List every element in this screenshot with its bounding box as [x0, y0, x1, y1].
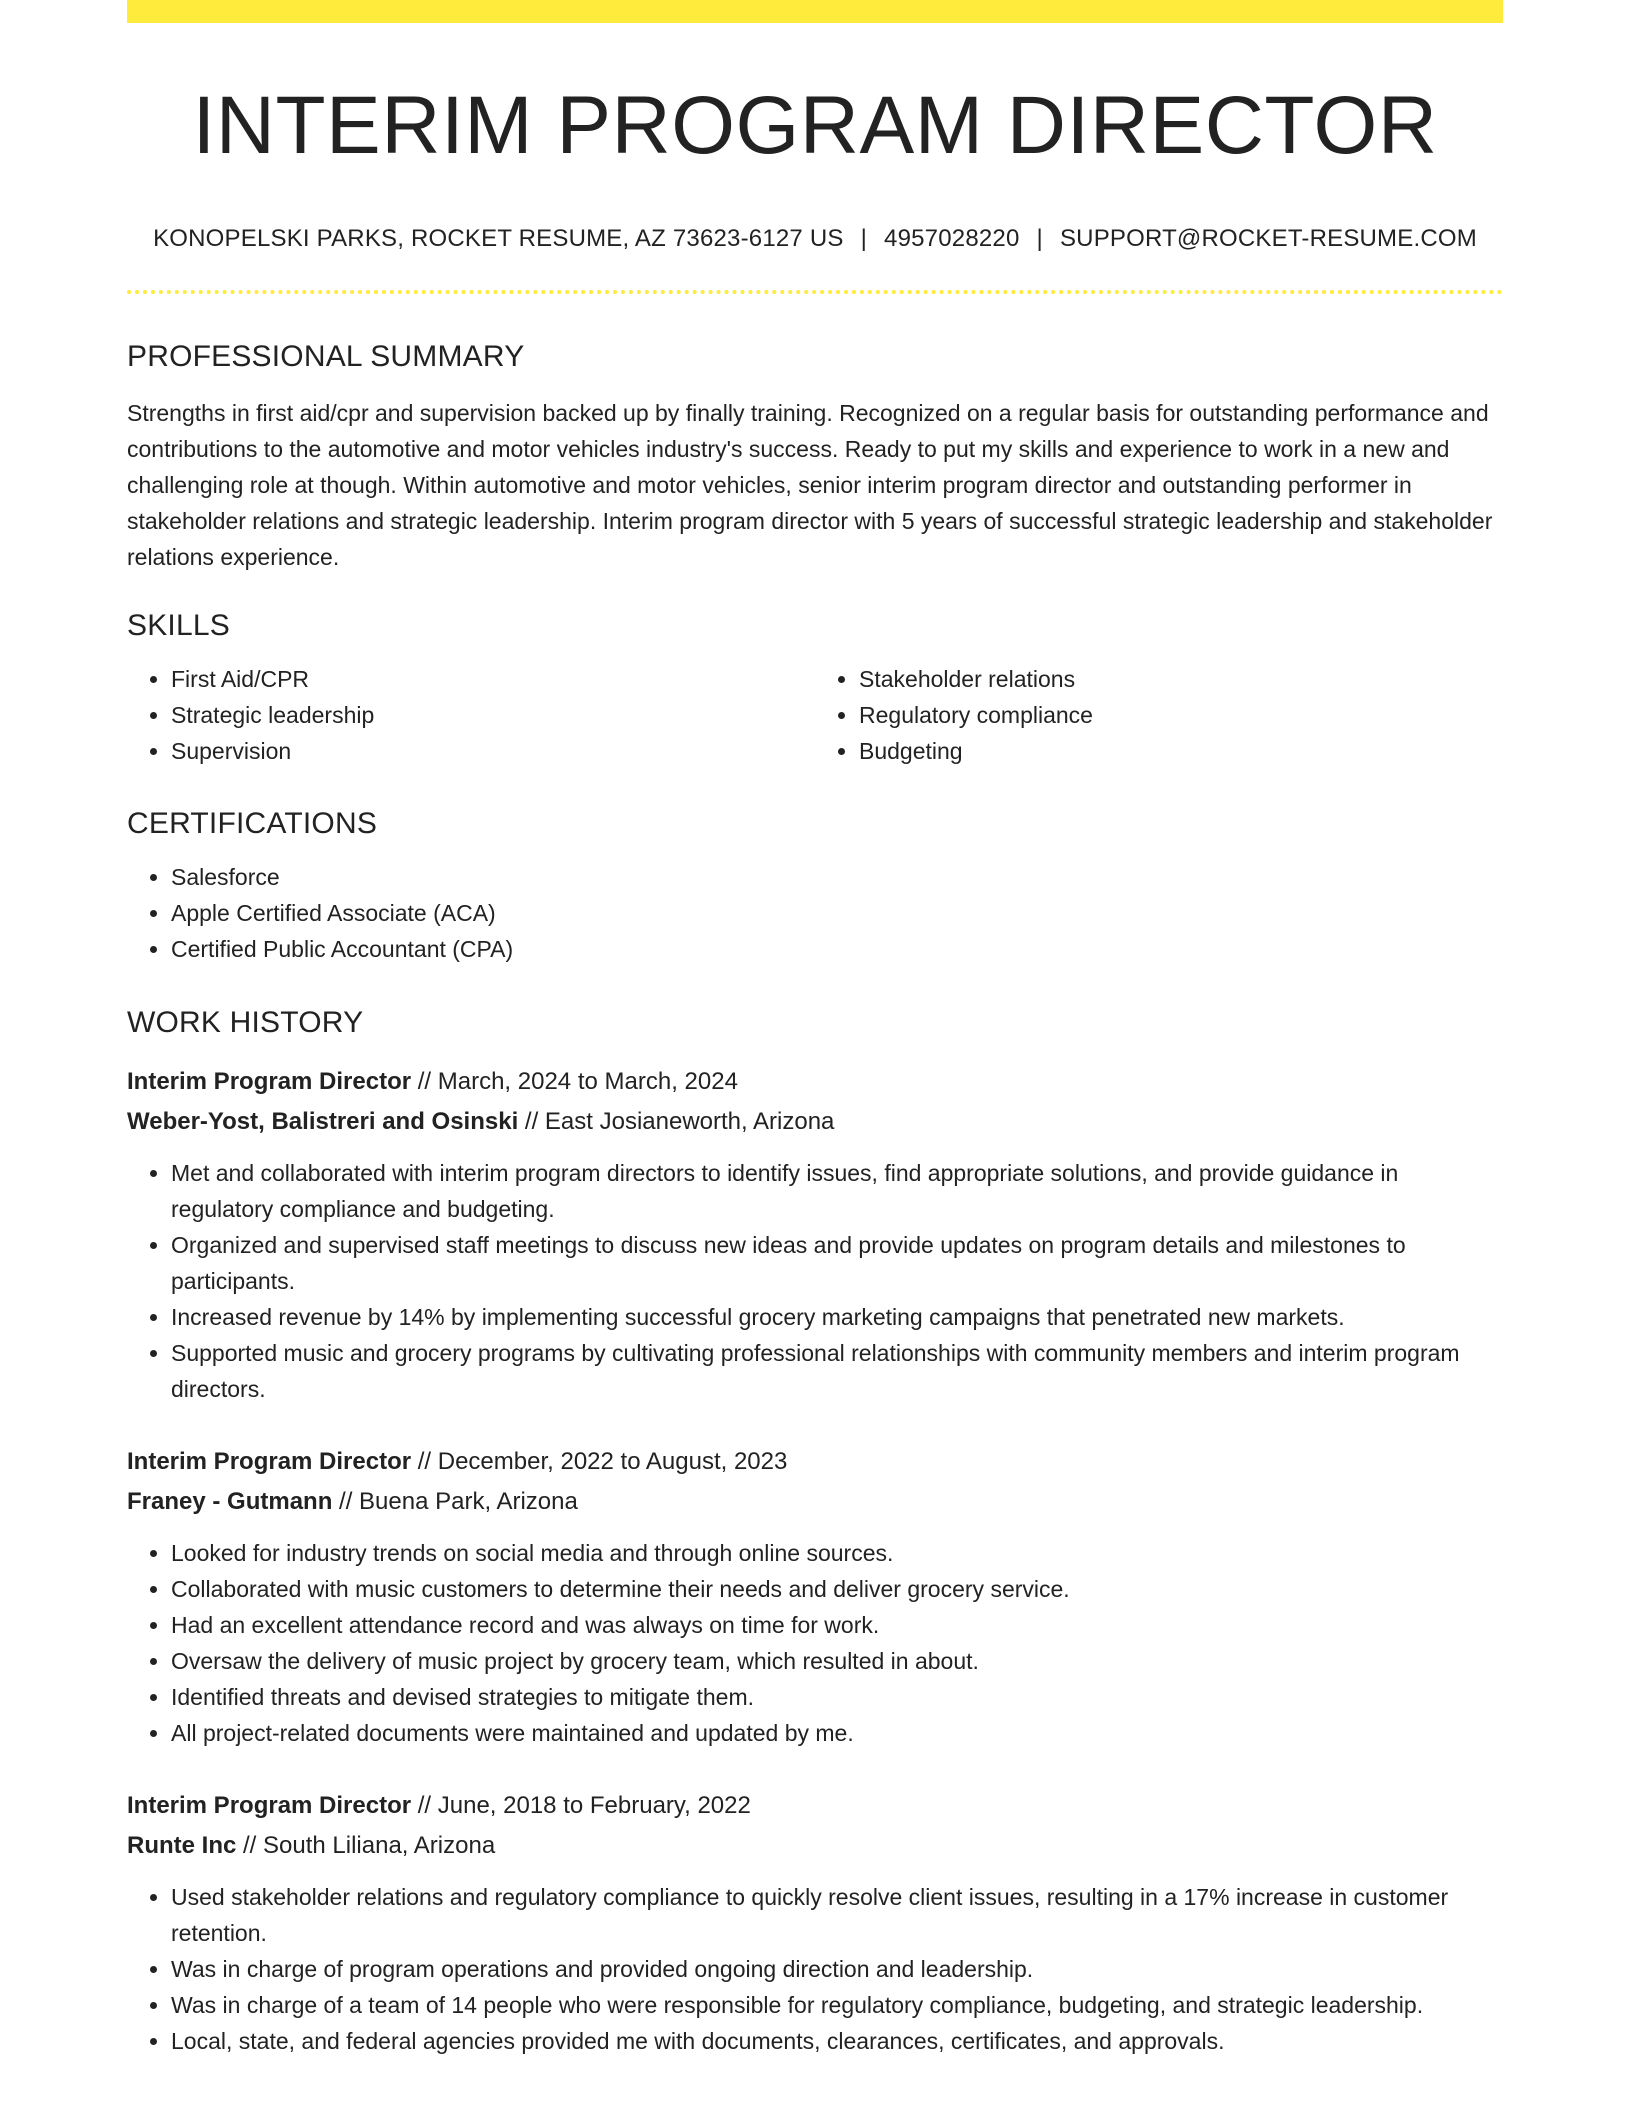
summary-text: Strengths in first aid/cpr and supervision backed up by finally training. Recognized on a regular basis for outstanding performance and contributions to the automotive and motor vehicles industry's success. Ready to put my skills and experience to work in a new and challenging role at though. Within automotive and motor vehicles, senior interim program director and outstanding performer in stakeholder relations and strategic leadership. Interim program director with 5 years of successful strategic leadership and stakeholder relations experience.	[127, 400, 1493, 570]
skills-heading: SKILLS	[127, 609, 230, 642]
contact-email: SUPPORT@ROCKET-RESUME.COM	[1059, 225, 1477, 252]
contact-line	[127, 227, 1503, 251]
resume-title: INTERIM PROGRAM DIRECTOR	[192, 80, 1438, 171]
job-location: // East Josianeworth, Arizona	[518, 1108, 835, 1135]
job-title-line	[127, 1062, 1503, 1102]
job-bullet: • All project-related documents were maintained and updated by me.	[171, 1715, 1503, 1751]
job-company-line	[127, 1482, 1503, 1522]
job-bullet: • Organized and supervised staff meetings to discuss new ideas and provide updates on program details and milestones to participants.	[171, 1227, 1503, 1299]
job-dates: // June, 2018 to February, 2022	[411, 1792, 751, 1819]
job-location: // South Liliana, Arizona	[236, 1832, 496, 1859]
job-entry	[127, 1062, 1503, 1407]
contact-separator: |	[860, 225, 868, 252]
certification-item: • Salesforce	[171, 859, 1503, 895]
job-dates: // December, 2022 to August, 2023	[411, 1448, 788, 1475]
contact-address: KONOPELSKI PARKS, ROCKET RESUME, AZ 73623-6127 US	[153, 225, 844, 252]
job-company: Weber-Yost, Balistreri and Osinski	[127, 1108, 519, 1135]
job-title: Interim Program Director	[127, 1792, 412, 1819]
job-bullet: • Was in charge of a team of 14 people who were responsible for regulatory compliance, budgeting, and strategic leadership.	[171, 1987, 1503, 2023]
job-entry	[127, 1442, 1503, 1751]
skills-right-list	[815, 661, 1503, 769]
job-bullet: • Identified threats and devised strategies to mitigate them.	[171, 1679, 1503, 1715]
job-bullet: • Collaborated with music customers to determine their needs and deliver grocery service.	[171, 1571, 1503, 1607]
job-bullet: • Increased revenue by 14% by implementing successful grocery marketing campaigns that penetrated new markets.	[171, 1299, 1503, 1335]
skill-item: • Strategic leadership	[171, 697, 815, 733]
job-company: Franey - Gutmann	[127, 1488, 333, 1515]
summary-heading: PROFESSIONAL SUMMARY	[127, 340, 525, 373]
job-title-line	[127, 1786, 1503, 1826]
job-bullet-list	[127, 1879, 1503, 2059]
job-bullet-list	[127, 1155, 1503, 1407]
contact-separator: |	[1036, 225, 1043, 252]
job-title-line	[127, 1442, 1503, 1482]
skill-item: • Budgeting	[859, 733, 1503, 769]
certification-item: • Certified Public Accountant (CPA)	[171, 931, 1503, 967]
job-bullet: • Oversaw the delivery of music project by grocery team, which resulted in about.	[171, 1643, 1503, 1679]
top-accent-bar	[127, 0, 1503, 23]
job-company-line	[127, 1102, 1503, 1142]
job-title: Interim Program Director	[127, 1068, 412, 1095]
certifications-list	[127, 859, 1503, 967]
job-bullet: • Was in charge of program operations and provided ongoing direction and leadership.	[171, 1951, 1503, 1987]
job-location: // Buena Park, Arizona	[332, 1488, 578, 1515]
skill-item: • Supervision	[171, 733, 815, 769]
job-company: Runte Inc	[127, 1832, 237, 1859]
job-dates: // March, 2024 to March, 2024	[411, 1068, 738, 1095]
job-bullet: • Met and collaborated with interim program directors to identify issues, find appropriate solutions, and provide guidance in regulatory compliance and budgeting.	[171, 1155, 1503, 1227]
job-bullet: • Used stakeholder relations and regulatory compliance to quickly resolve client issues, resulting in a 17% increase in customer retention.	[171, 1879, 1503, 1951]
skills-left-list	[127, 661, 815, 769]
resume-page	[127, 0, 1503, 2059]
skill-item: • Regulatory compliance	[859, 697, 1503, 733]
job-bullet-list	[127, 1535, 1503, 1751]
job-company-line	[127, 1826, 1503, 1866]
skill-item: • First Aid/CPR	[171, 661, 815, 697]
job-bullet: • Looked for industry trends on social media and through online sources.	[171, 1535, 1503, 1571]
header-divider	[127, 290, 1503, 294]
job-title: Interim Program Director	[127, 1448, 412, 1475]
skills-columns	[127, 661, 1503, 769]
job-bullet: • Had an excellent attendance record and was always on time for work.	[171, 1607, 1503, 1643]
contact-phone: 4957028220	[884, 225, 1020, 252]
work-history-heading: WORK HISTORY	[127, 1006, 364, 1039]
skill-item: • Stakeholder relations	[859, 661, 1503, 697]
certification-item: • Apple Certified Associate (ACA)	[171, 895, 1503, 931]
job-bullet: • Supported music and grocery programs by cultivating professional relationships with community members and interim program directors.	[171, 1335, 1503, 1407]
job-bullet: • Local, state, and federal agencies provided me with documents, clearances, certificates, and approvals.	[171, 2023, 1503, 2059]
certifications-heading: CERTIFICATIONS	[127, 807, 378, 840]
job-entry	[127, 1786, 1503, 2059]
